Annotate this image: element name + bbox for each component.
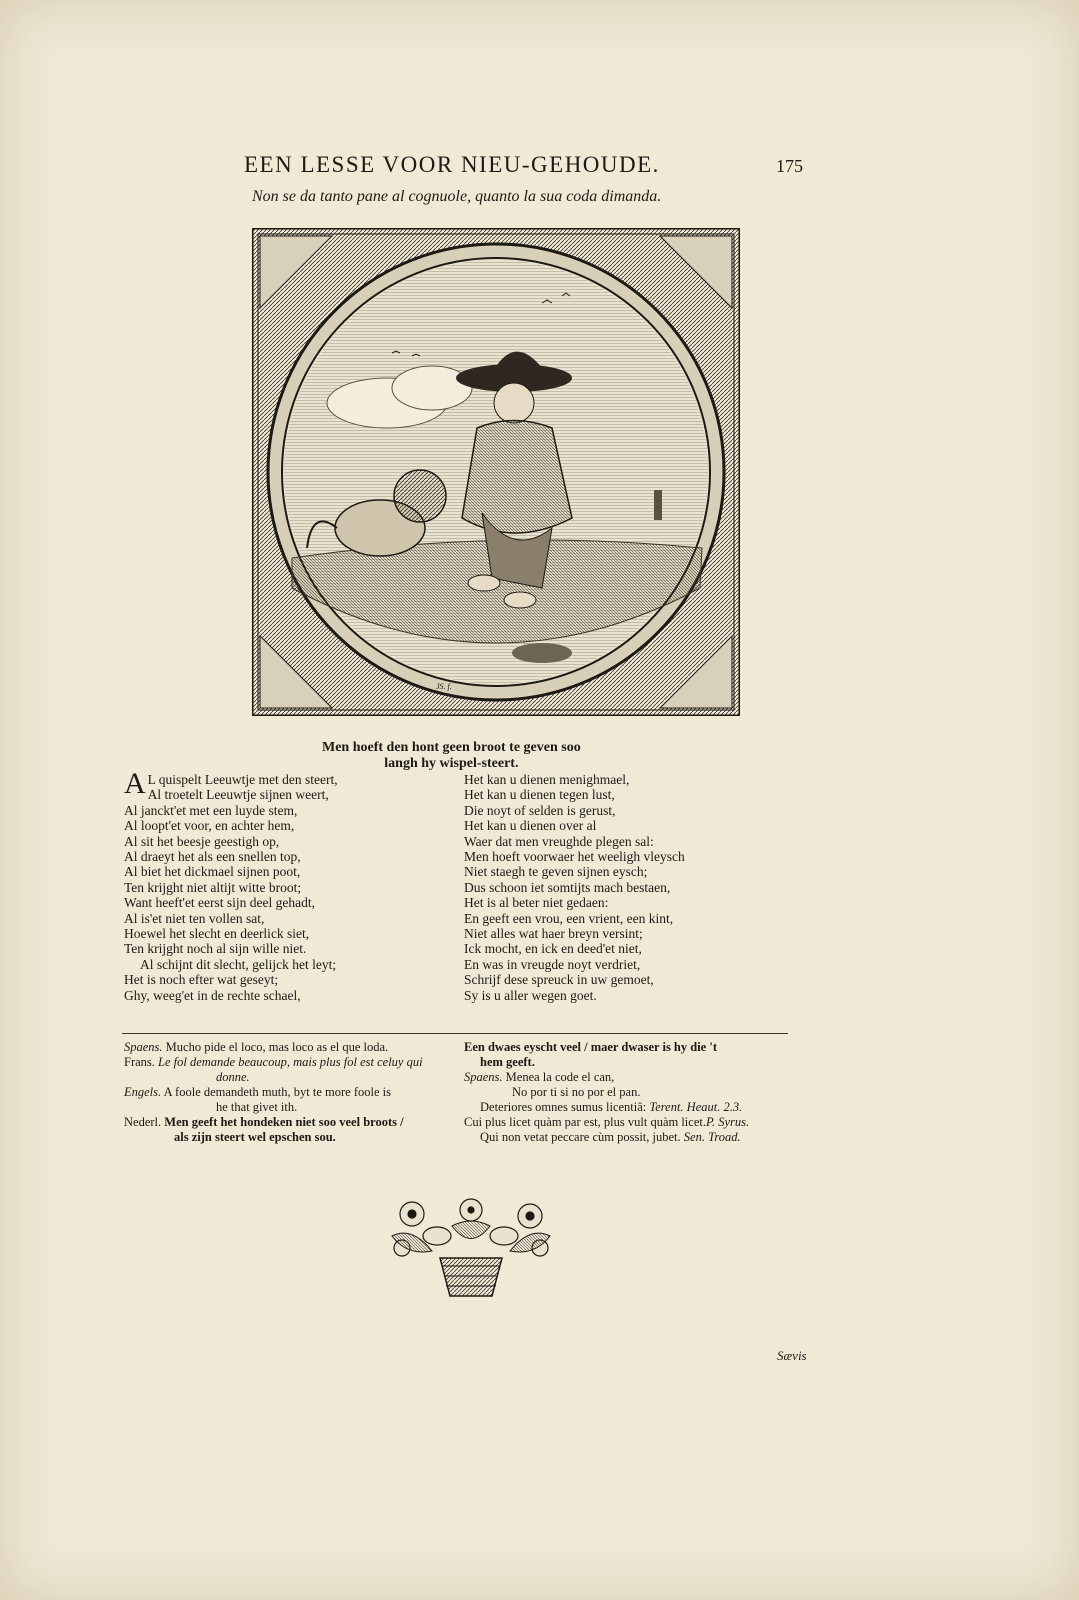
page-number: 175: [776, 156, 803, 176]
latin-quote: Qui non vetat peccare cùm possit, jubet.: [480, 1130, 681, 1144]
verse-line: Al sit het beesje geestigh op,: [124, 833, 280, 849]
quote-source: Sen. Troad.: [683, 1130, 741, 1144]
verse-line: En was in vreugde noyt verdriet,: [464, 956, 641, 972]
verse-line: L quispelt Leeuwtje met den steert,: [147, 772, 338, 787]
proverb-text: he that givet ith.: [216, 1100, 298, 1114]
verse-line: Het kan u dienen menighmael,: [464, 772, 630, 787]
proverb-text: A foole demandeth muth, byt te more foole is: [163, 1085, 391, 1099]
verse-line: Het is noch efter wat geseyt;: [124, 972, 279, 988]
proverb-text: Een dwaes eyscht veel / maer dwaser is hy die 't: [464, 1040, 717, 1054]
catchword: Sævis: [777, 1348, 807, 1363]
page-title: EEN LESSE VOOR NIEU-GEHOUDE.: [244, 152, 660, 177]
latin-quote: Deteriores omnes sumus licentiâ:: [480, 1100, 647, 1114]
verse-line: Die noyt of selden is gerust,: [464, 802, 616, 818]
motto: Non se da tanto pane al cognuole, quanto la sua coda dimanda.: [252, 188, 662, 205]
proverb-text: donne.: [216, 1070, 250, 1084]
proverb-text: No por ti si no por el pan.: [512, 1085, 641, 1099]
verse-line: Het is al beter niet gedaen:: [464, 895, 609, 911]
verse-line: Het kan u dienen tegen lust,: [464, 787, 615, 803]
verse-line: Al schijnt dit slecht, gelijck het leyt;: [140, 956, 337, 972]
quote-source: Terent. Heaut. 2.3.: [649, 1100, 743, 1114]
proverbs-right: [464, 1040, 749, 1145]
verse-line: Al draeyt het als een snellen top,: [124, 849, 301, 865]
language-label: Engels.: [124, 1085, 162, 1099]
verse-right-column: [464, 772, 685, 1003]
verse-line: Ghy, weeg'et in de rechte schael,: [124, 987, 301, 1003]
engraving-caption: [322, 740, 581, 772]
verse-line: Waer dat men vreughde plegen sal:: [464, 833, 654, 849]
verse-line: Schrijf dese spreuck in uw gemoet,: [464, 972, 654, 988]
verse-line: Ten krijght noch al sijn wille niet.: [124, 941, 307, 957]
verse-line: Hoewel het slecht en deerlick siet,: [124, 926, 310, 942]
proverb-text: Men geeft het hondeken niet soo veel broots /: [164, 1115, 404, 1129]
caption-line: Men hoeft den hont geen broot te geven soo: [322, 740, 581, 755]
proverb-text: hem geeft.: [480, 1055, 535, 1069]
verse-line: Dus schoon iet somtijts mach bestaen,: [464, 879, 671, 895]
proverb-text: als zijn steert wel epschen sou.: [174, 1130, 336, 1144]
language-label: Nederl.: [124, 1115, 162, 1129]
flower-basket-ornament: [382, 1196, 560, 1302]
latin-quote: Cui plus licet quàm par est, plus vult quàm licet.: [464, 1115, 706, 1129]
verse-line: Niet staegh te geven sijnen eysch;: [464, 864, 648, 880]
verse-line: Al troetelt Leeuwtje sijnen weert,: [147, 787, 329, 803]
section-divider: [122, 1033, 788, 1034]
verse-line: Al is'et niet ten vollen sat,: [124, 910, 265, 926]
language-label: Spaens.: [464, 1070, 503, 1084]
verse-line: Ten krijght niet altijt witte broot;: [124, 879, 302, 895]
verse-left-column: [124, 767, 338, 1003]
verse-line: En geeft een vrou, een vrient, een kint,: [464, 910, 674, 926]
verse-line: Niet alles wat haer breyn versint;: [464, 926, 643, 942]
verse-line: Al loopt'et voor, en achter hem,: [124, 818, 295, 834]
engraver-signature: JS. f.: [436, 682, 452, 691]
proverb-text: Mucho pide el loco, mas loco as el que loda.: [165, 1040, 389, 1054]
language-label: Spaens.: [124, 1040, 163, 1054]
verse-line: Al janckt'et met een luyde stem,: [124, 802, 298, 818]
proverb-text: Menea la code el can,: [505, 1070, 615, 1084]
drop-cap: A: [124, 767, 146, 800]
language-label: Frans.: [124, 1055, 155, 1069]
verse-line: Het kan u dienen over al: [464, 818, 597, 834]
engraving-illustration: [252, 228, 740, 716]
caption-line: langh hy wispel-steert.: [384, 756, 519, 771]
verse-line: Ick mocht, en ick en deed'et niet,: [464, 941, 642, 957]
verse-line: Men hoeft voorwaer het weeligh vleysch: [464, 849, 685, 865]
verse-line: Sy is u aller wegen goet.: [464, 987, 597, 1003]
proverbs-left: [124, 1040, 423, 1145]
proverb-text: Le fol demande beaucoup, mais plus fol est celuy qui: [158, 1055, 423, 1069]
quote-source: P. Syrus.: [705, 1115, 750, 1129]
verse-line: Want heeft'et eerst sijn deel gehadt,: [124, 895, 316, 911]
verse-line: Al biet het dickmael sijnen poot,: [124, 864, 301, 880]
